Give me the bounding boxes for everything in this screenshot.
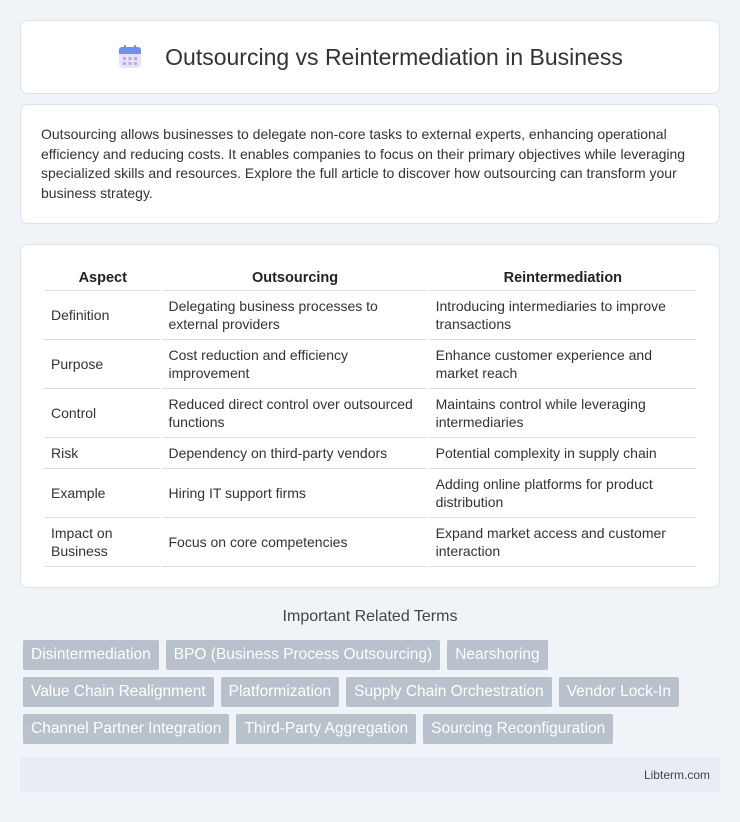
table-cell-reintermediation: Expand market access and customer interaction: [430, 518, 696, 567]
table-cell-outsourcing: Reduced direct control over outsourced functions: [162, 389, 427, 438]
related-term-tag[interactable]: Vendor Lock-In: [559, 677, 679, 707]
related-term-tag[interactable]: BPO (Business Process Outsourcing): [166, 640, 440, 670]
intro-text: Outsourcing allows businesses to delegate non-core tasks to external experts, enhancing operational efficiency and reducing costs. It enables companies to focus on their primary objectives while leveraging specialized skills and resources. Explore the full article to discover how outsourcing can transform your business strategy.: [41, 126, 686, 201]
table-cell-reintermediation: Maintains control while leveraging intermediaries: [430, 389, 696, 438]
related-term-tag[interactable]: Value Chain Realignment: [23, 677, 214, 707]
table-cell-aspect: Example: [45, 469, 160, 518]
column-header-aspect: Aspect: [45, 265, 160, 291]
related-term-tag[interactable]: Supply Chain Orchestration: [346, 677, 552, 707]
table-cell-outsourcing: Hiring IT support firms: [162, 469, 427, 518]
tag-row: [23, 640, 723, 670]
table-cell-outsourcing: Dependency on third-party vendors: [162, 438, 427, 469]
table-row: [45, 438, 696, 469]
table-row: [45, 469, 696, 518]
table-header-row: [45, 265, 696, 291]
table-cell-reintermediation: Enhance customer experience and market reach: [430, 340, 696, 389]
table-row: [45, 291, 696, 340]
related-terms-title: Important Related Terms: [282, 608, 458, 625]
footer: [20, 758, 720, 792]
header-card: [20, 20, 720, 94]
related-term-tag[interactable]: Platformization: [221, 677, 340, 707]
table-cell-aspect: Purpose: [45, 340, 160, 389]
related-terms-list: [23, 640, 723, 751]
table-row: [45, 518, 696, 567]
comparison-table-card: [20, 244, 720, 588]
page-title: Outsourcing vs Reintermediation in Business: [165, 43, 623, 70]
footer-site-link[interactable]: Libterm.com: [643, 768, 710, 782]
table-row: [45, 340, 696, 389]
table-row: [45, 389, 696, 438]
column-header-outsourcing: Outsourcing: [162, 265, 427, 291]
table-cell-aspect: Control: [45, 389, 160, 438]
table-cell-reintermediation: Introducing intermediaries to improve transactions: [430, 291, 696, 340]
related-term-tag[interactable]: Channel Partner Integration: [23, 714, 229, 744]
related-term-tag[interactable]: Nearshoring: [447, 640, 547, 670]
table-cell-outsourcing: Focus on core competencies: [162, 518, 427, 567]
related-term-tag[interactable]: Sourcing Reconfiguration: [423, 714, 613, 744]
calendar-icon: [117, 44, 143, 70]
tag-row: [23, 677, 723, 707]
table-cell-aspect: Risk: [45, 438, 160, 469]
table-cell-outsourcing: Cost reduction and efficiency improvement: [162, 340, 427, 389]
related-term-tag[interactable]: Third-Party Aggregation: [236, 714, 416, 744]
comparison-table: [43, 265, 698, 567]
table-cell-reintermediation: Potential complexity in supply chain: [430, 438, 696, 469]
related-term-tag[interactable]: Disintermediation: [23, 640, 159, 670]
table-cell-aspect: Definition: [45, 291, 160, 340]
tag-row: [23, 714, 723, 744]
table-cell-aspect: Impact on Business: [45, 518, 160, 567]
intro-card: [20, 104, 720, 224]
table-cell-outsourcing: Delegating business processes to external providers: [162, 291, 427, 340]
column-header-reintermediation: Reintermediation: [430, 265, 696, 291]
table-cell-reintermediation: Adding online platforms for product distribution: [430, 469, 696, 518]
